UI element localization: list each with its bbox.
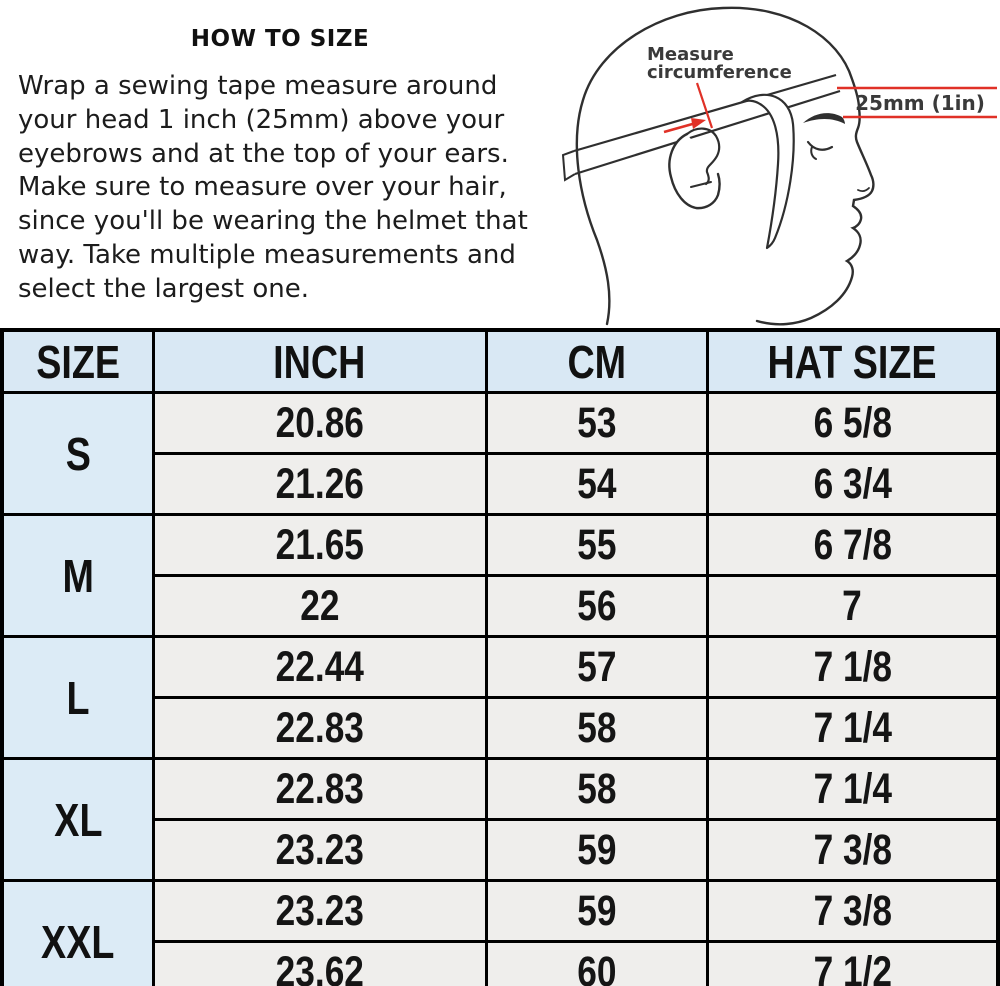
table-row: [2, 393, 998, 454]
head-measurement-diagram: [560, 0, 1000, 328]
page-title: HOW TO SIZE: [190, 26, 370, 52]
hat-size-cell: 7 1/8: [707, 637, 998, 698]
tape-end-curl: [742, 95, 794, 248]
hat-size-cell: 7 1/4: [707, 759, 998, 820]
inch-cell: 21.26: [153, 454, 486, 515]
cm-cell: 58: [486, 759, 707, 820]
head-diagram-svg: [560, 0, 1000, 328]
distance-label: 25mm (1in): [855, 91, 985, 115]
instructions-text: Wrap a sewing tape measure around your head 1 inch (25mm) above your eyebrows and at the top of your ears. Make sure to measure over your hair, since you'll be wearing the helmet that way. Take multiple measurements and select the largest one.: [18, 71, 528, 304]
col-header-cm: CM: [486, 330, 707, 393]
hat-size-cell: 6 3/4: [707, 454, 998, 515]
nostril-line: [858, 188, 869, 191]
col-header-hat-size: HAT SIZE: [707, 330, 998, 393]
size-table-body: [2, 393, 998, 986]
col-header-inch: INCH: [153, 330, 486, 393]
hat-size-cell: 6 7/8: [707, 515, 998, 576]
header-row: [2, 330, 998, 393]
inch-cell: 23.62: [153, 942, 486, 986]
hat-size-cell: 7: [707, 576, 998, 637]
cm-cell: 55: [486, 515, 707, 576]
table-row: [2, 637, 998, 698]
inch-cell: 20.86: [153, 393, 486, 454]
cm-cell: 53: [486, 393, 707, 454]
how-to-size-section: [0, 0, 1000, 328]
hat-size-cell: 7 3/8: [707, 820, 998, 881]
ear-icon: [669, 129, 719, 209]
table-row: [2, 515, 998, 576]
size-table-header: [2, 330, 998, 393]
cm-cell: 59: [486, 820, 707, 881]
cm-cell: 56: [486, 576, 707, 637]
cm-cell: 59: [486, 881, 707, 942]
size-table: [0, 328, 1000, 986]
hat-size-cell: 6 5/8: [707, 393, 998, 454]
measure-callout-line1: Measure: [647, 44, 734, 65]
table-row: [2, 759, 998, 820]
cm-cell: 57: [486, 637, 707, 698]
callout-pointer: [664, 83, 712, 132]
inch-cell: 23.23: [153, 881, 486, 942]
size-cell: XXL: [2, 881, 153, 986]
measure-callout-line2: circumference: [647, 62, 792, 83]
eyebrow-icon: [803, 113, 845, 124]
arrowhead-icon: [691, 118, 706, 129]
inch-cell: 21.65: [153, 515, 486, 576]
size-cell: XL: [2, 759, 153, 881]
size-cell: L: [2, 637, 153, 759]
inch-cell: 22.44: [153, 637, 486, 698]
inch-cell: 23.23: [153, 820, 486, 881]
hat-size-cell: 7 1/4: [707, 698, 998, 759]
hat-size-cell: 7 1/2: [707, 942, 998, 986]
inch-cell: 22.83: [153, 759, 486, 820]
eye-icon: [808, 142, 832, 159]
inch-cell: 22.83: [153, 698, 486, 759]
col-header-size: SIZE: [2, 330, 153, 393]
cm-cell: 54: [486, 454, 707, 515]
table-row: [2, 881, 998, 942]
cm-cell: 60: [486, 942, 707, 986]
size-cell: M: [2, 515, 153, 637]
cm-cell: 58: [486, 698, 707, 759]
inch-cell: 22: [153, 576, 486, 637]
instructions-block: [0, 0, 560, 307]
size-cell: S: [2, 393, 153, 515]
hat-size-cell: 7 3/8: [707, 881, 998, 942]
